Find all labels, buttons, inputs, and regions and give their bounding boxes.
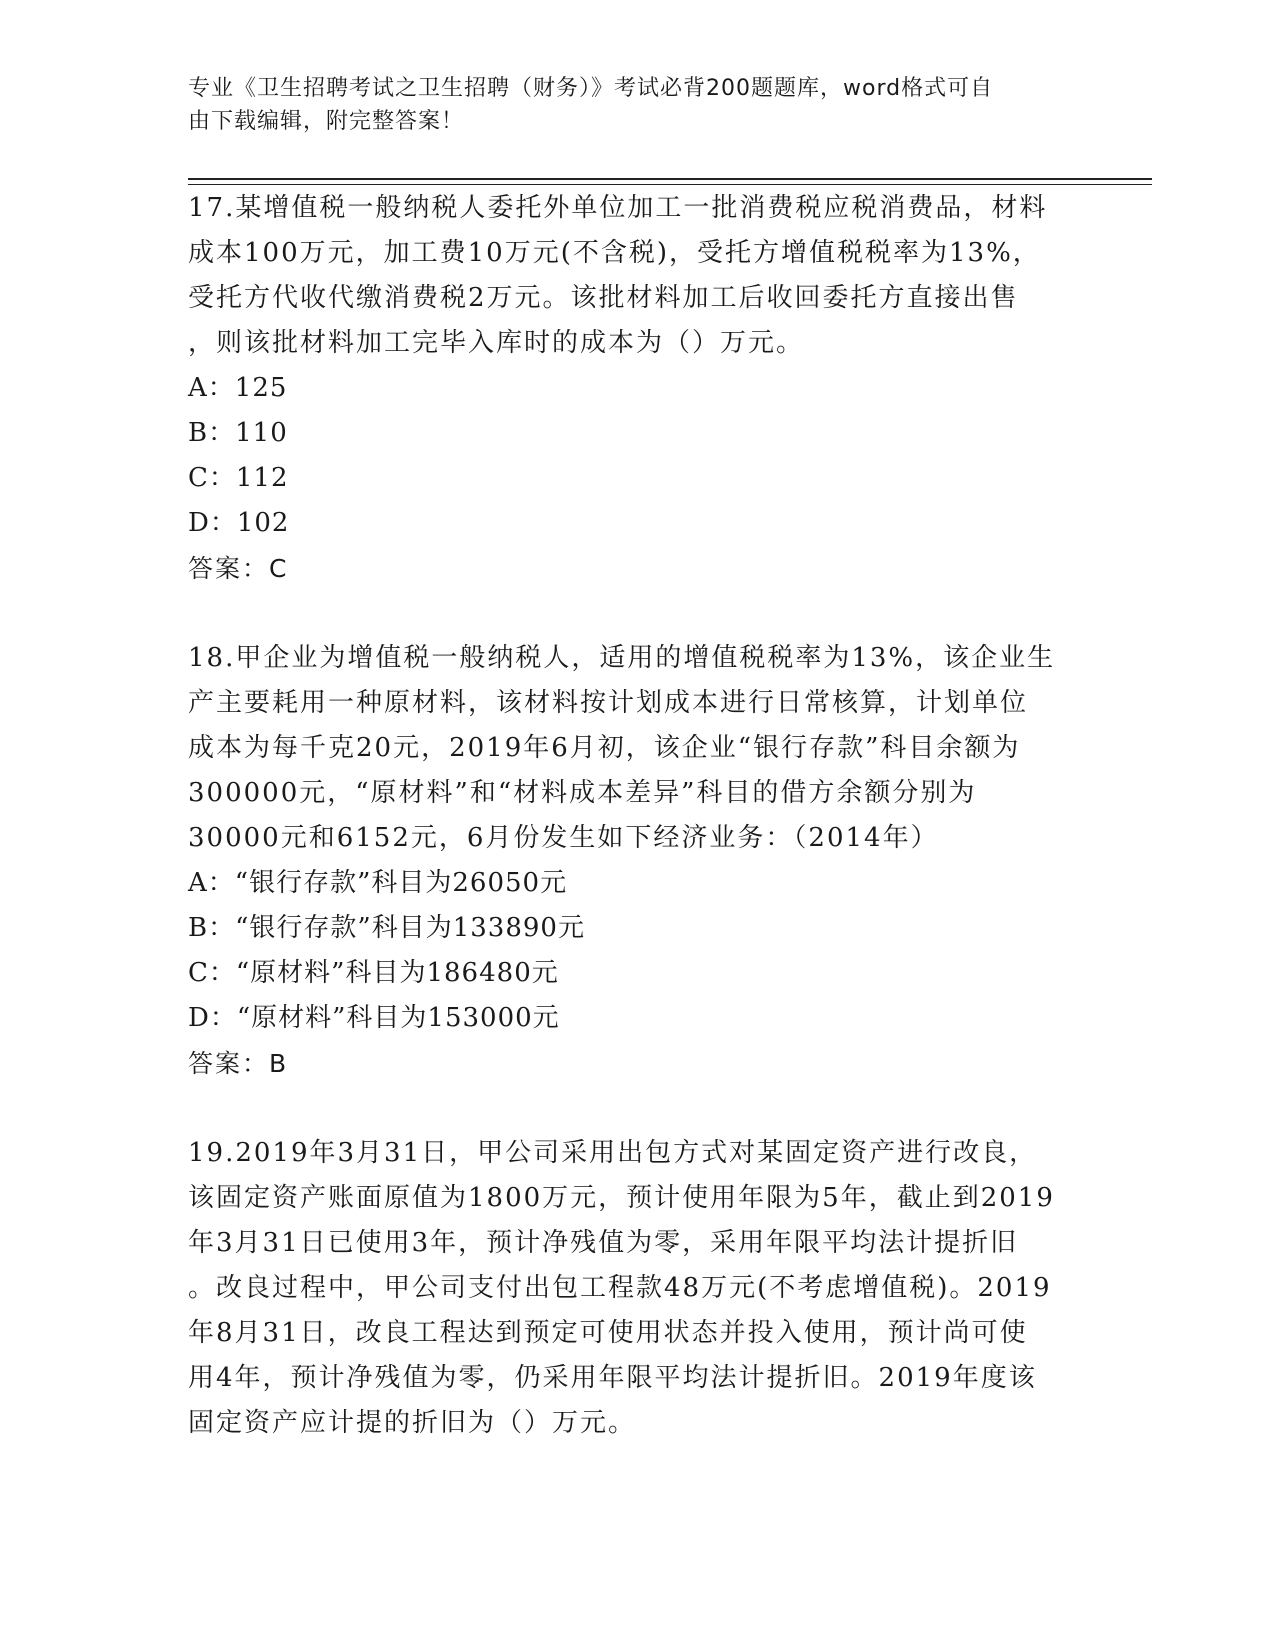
option-c: C：“原材料”科目为186480元 xyxy=(188,958,559,988)
question-text-line: 成本为每千克20元，2019年6月初，该企业“银行存款”科目余额为 xyxy=(188,733,1021,763)
option-c: C：112 xyxy=(188,463,289,493)
document-header xyxy=(188,72,1068,138)
question-text-line: 。改良过程中，甲公司支付出包工程款48万元(不考虑增值税)。2019 xyxy=(188,1273,1052,1303)
answer: 答案：C xyxy=(188,554,289,583)
question-text-line: 300000元，“原材料”和“材料成本差异”科目的借方余额分别为 xyxy=(188,778,977,808)
question-text-line: 17.某增值税一般纳税人委托外单位加工一批消费税应税消费品，材料 xyxy=(188,193,1048,223)
question-text-line: 19.2019年3月31日，甲公司采用出包方式对某固定资产进行改良， xyxy=(188,1138,1038,1168)
option-b: B：“银行存款”科目为133890元 xyxy=(188,913,585,943)
question-19 xyxy=(188,1131,1088,1446)
answer: 答案：B xyxy=(188,1049,289,1078)
option-b: B：110 xyxy=(188,418,288,448)
question-text-line: 该固定资产账面原值为1800万元，预计使用年限为5年，截止到2019 xyxy=(188,1183,1055,1213)
option-d: D：102 xyxy=(188,508,290,538)
header-line-1: 专业《卫生招聘考试之卫生招聘（财务）》考试必背200题题库，word格式可自 xyxy=(188,76,994,101)
question-text-line: 产主要耗用一种原材料，该材料按计划成本进行日常核算，计划单位 xyxy=(188,688,1029,718)
option-d: D：“原材料”科目为153000元 xyxy=(188,1003,560,1033)
option-a: A：“银行存款”科目为26050元 xyxy=(188,868,568,898)
question-text-line: 受托方代收代缴消费税2万元。该批材料加工后收回委托方直接出售 xyxy=(188,283,1019,313)
question-text-line: 30000元和6152元，6月份发生如下经济业务：（2014年） xyxy=(188,823,939,853)
question-text-line: 固定资产应计提的折旧为（）万元。 xyxy=(188,1408,637,1438)
header-rule-thin xyxy=(188,184,1152,185)
question-18 xyxy=(188,636,1088,1086)
header-line-2: 由下载编辑，附完整答案！ xyxy=(188,109,465,134)
question-text-line: ，则该批材料加工完毕入库时的成本为（）万元。 xyxy=(188,328,805,358)
question-text-line: 18.甲企业为增值税一般纳税人，适用的增值税税率为13%，该企业生 xyxy=(188,643,1056,673)
question-text-line: 年8月31日，改良工程达到预定可使用状态并投入使用，预计尚可使 xyxy=(188,1318,1028,1348)
question-text-line: 成本100万元，加工费10万元(不含税)，受托方增值税税率为13%， xyxy=(188,238,1041,268)
question-text-line: 年3月31日已使用3年，预计净残值为零，采用年限平均法计提折旧 xyxy=(188,1228,1019,1258)
option-a: A：125 xyxy=(188,373,288,403)
header-rule-thick xyxy=(188,178,1152,180)
question-text-line: 用4年，预计净残值为零，仍采用年限平均法计提折旧。2019年度该 xyxy=(188,1363,1037,1393)
question-17 xyxy=(188,186,1088,591)
